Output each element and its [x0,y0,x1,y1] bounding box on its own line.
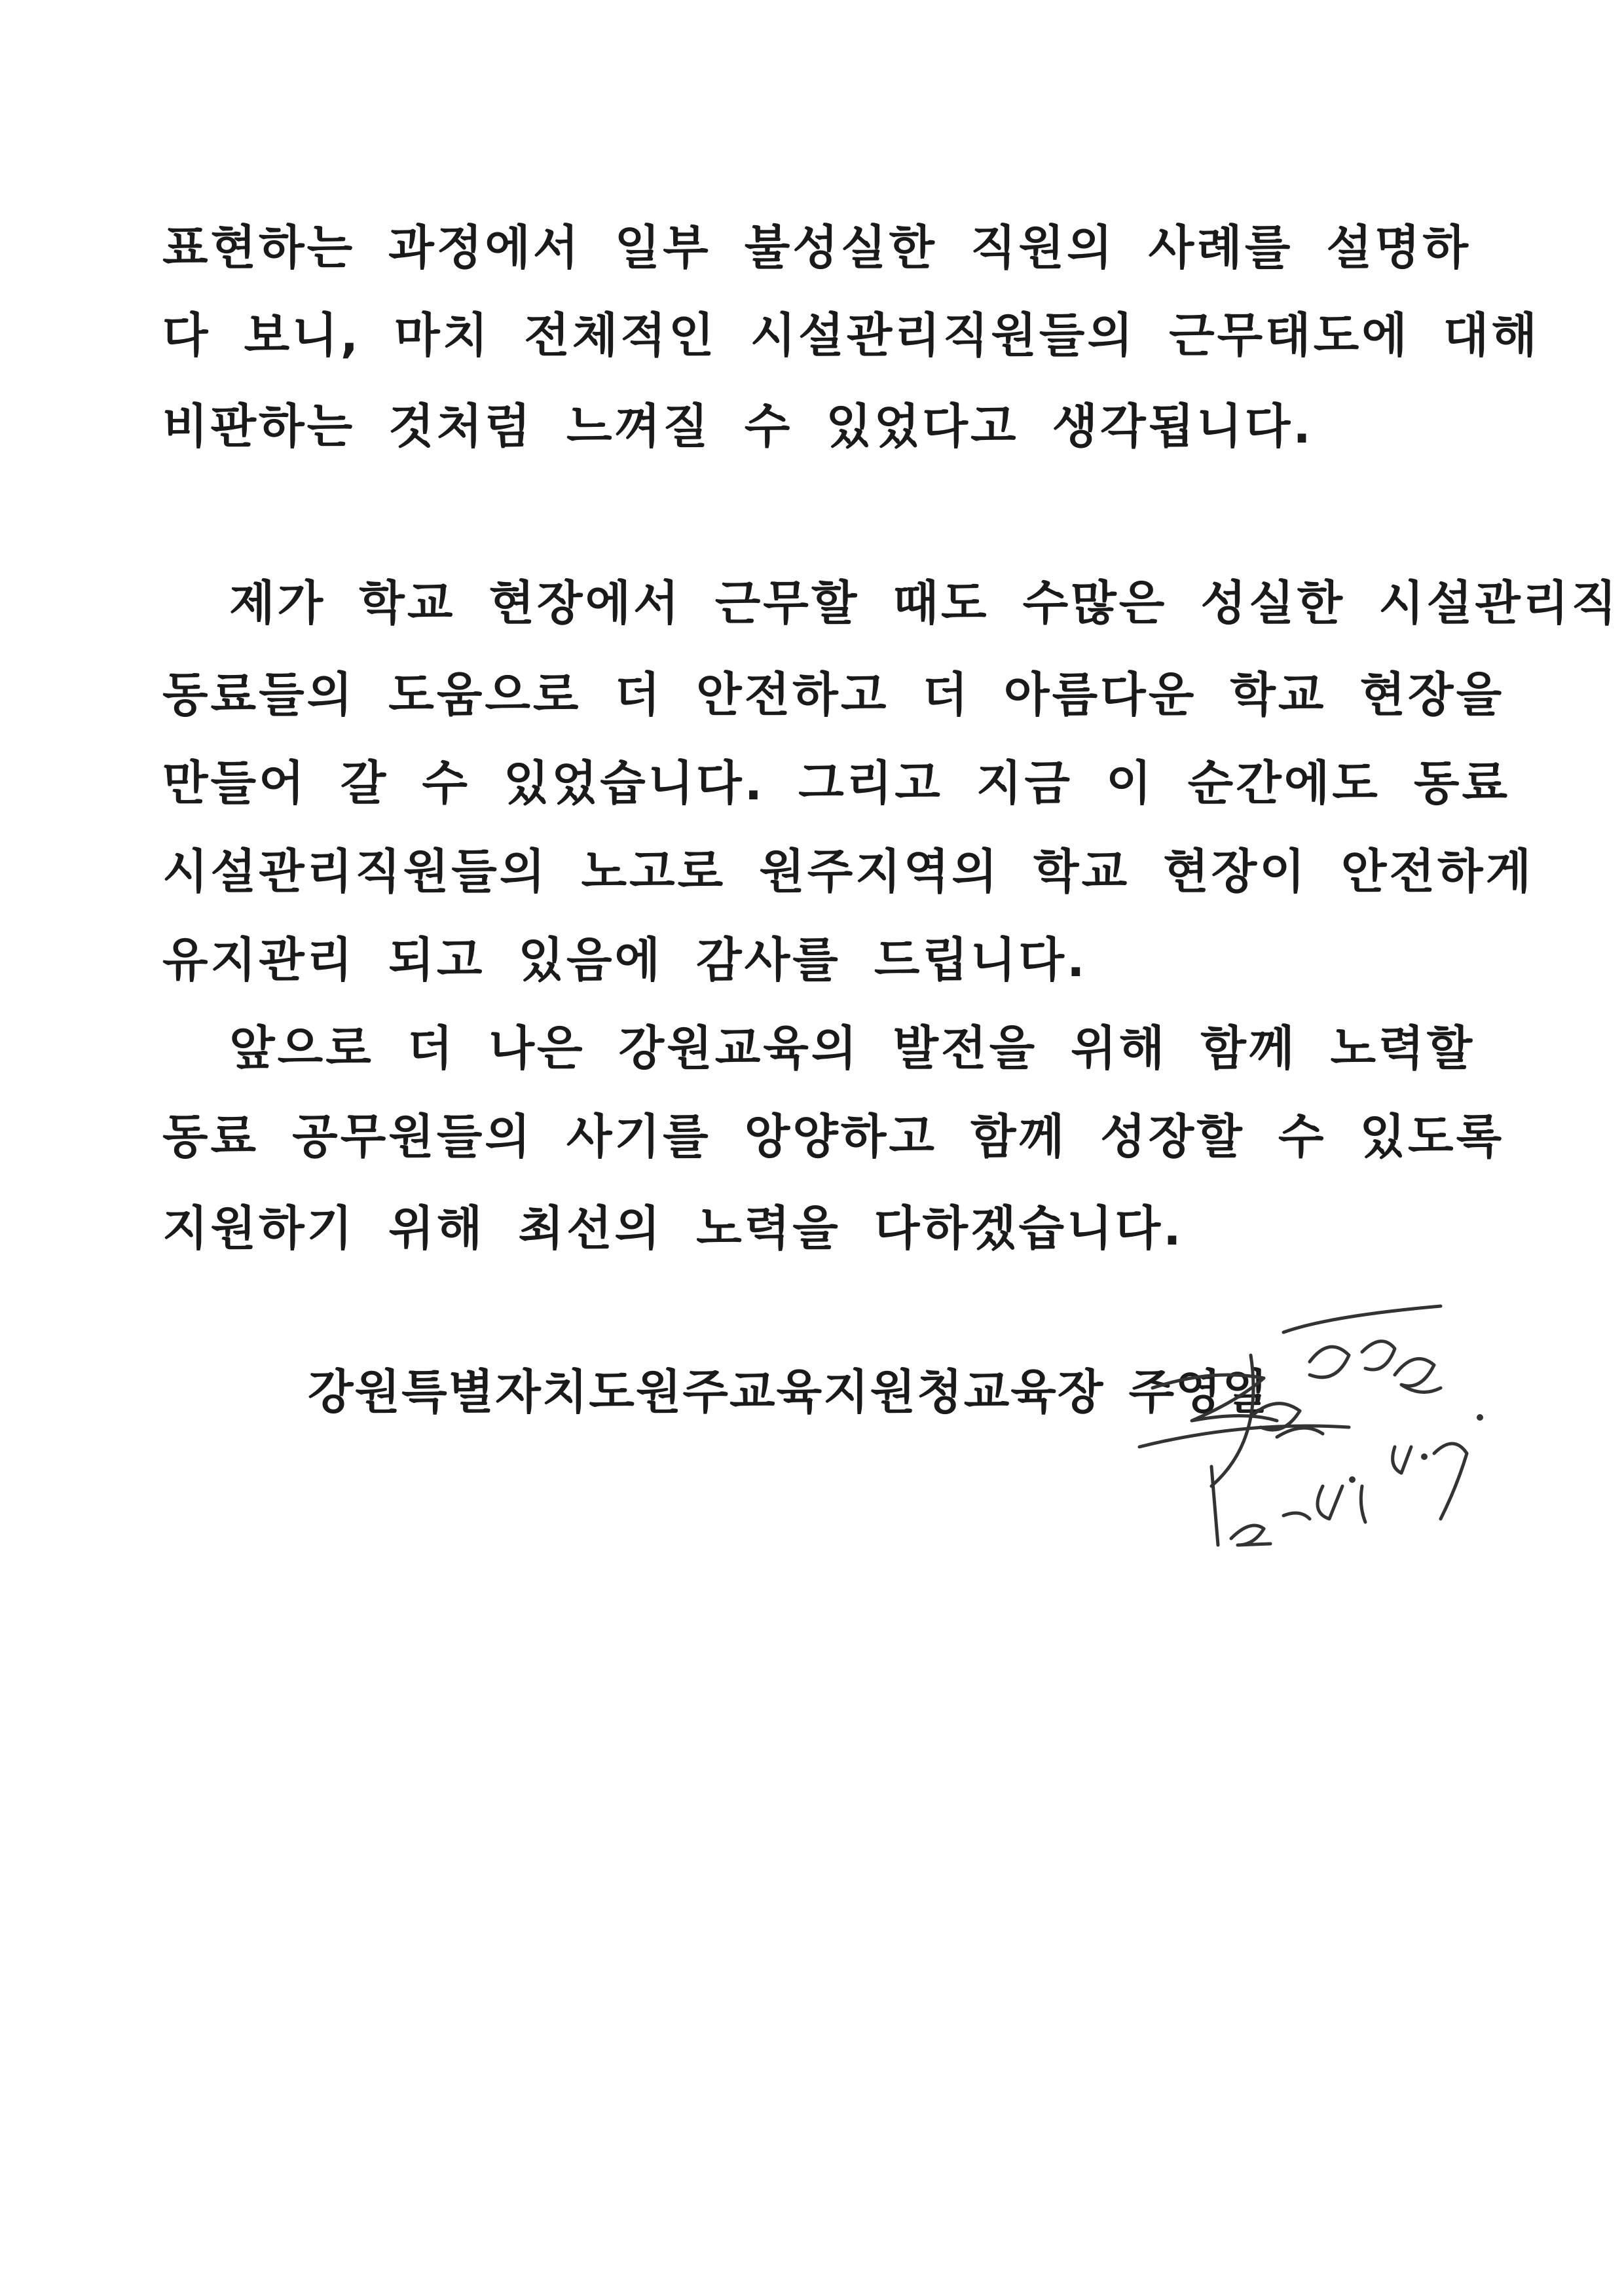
paragraph-1-line-3: 비판하는 것처럼 느껴질 수 있었다고 생각됩니다. [162,399,1314,454]
paragraph-3-line-3: 지원하기 위해 최선의 노력을 다하겠습니다. [162,1201,1184,1256]
paragraph-2-line-3: 만들어 갈 수 있었습니다. 그리고 지금 이 순간에도 동료 [162,756,1511,811]
paragraph-2-line-4: 시설관리직원들의 노고로 원주지역의 학교 현장이 안전하게 [162,844,1534,899]
paragraph-1-line-1: 표현하는 과정에서 일부 불성실한 직원의 사례를 설명하 [162,220,1471,275]
paragraph-2-line-5: 유지관리 되고 있음에 감사를 드립니다. [162,932,1088,987]
paragraph-2-line-1: 제가 학교 현장에서 근무할 때도 수많은 성실한 시설관리직 [162,575,1619,630]
handwritten-signature [1113,1270,1532,1571]
paragraph-3-line-2: 동료 공무원들의 사기를 앙양하고 함께 성장할 수 있도록 [162,1109,1505,1164]
paragraph-1-line-2: 다 보니, 마치 전체적인 시설관리직원들의 근무태도에 대해 [162,308,1540,363]
paragraph-3-line-1: 앞으로 더 나은 강원교육의 발전을 위해 함께 노력할 [162,1021,1475,1076]
signature-line: 강원특별자치도원주교육지원청교육장 주영일 [308,1364,1270,1419]
paragraph-2-line-2: 동료들의 도움으로 더 안전하고 더 아름다운 학교 현장을 [162,667,1505,722]
